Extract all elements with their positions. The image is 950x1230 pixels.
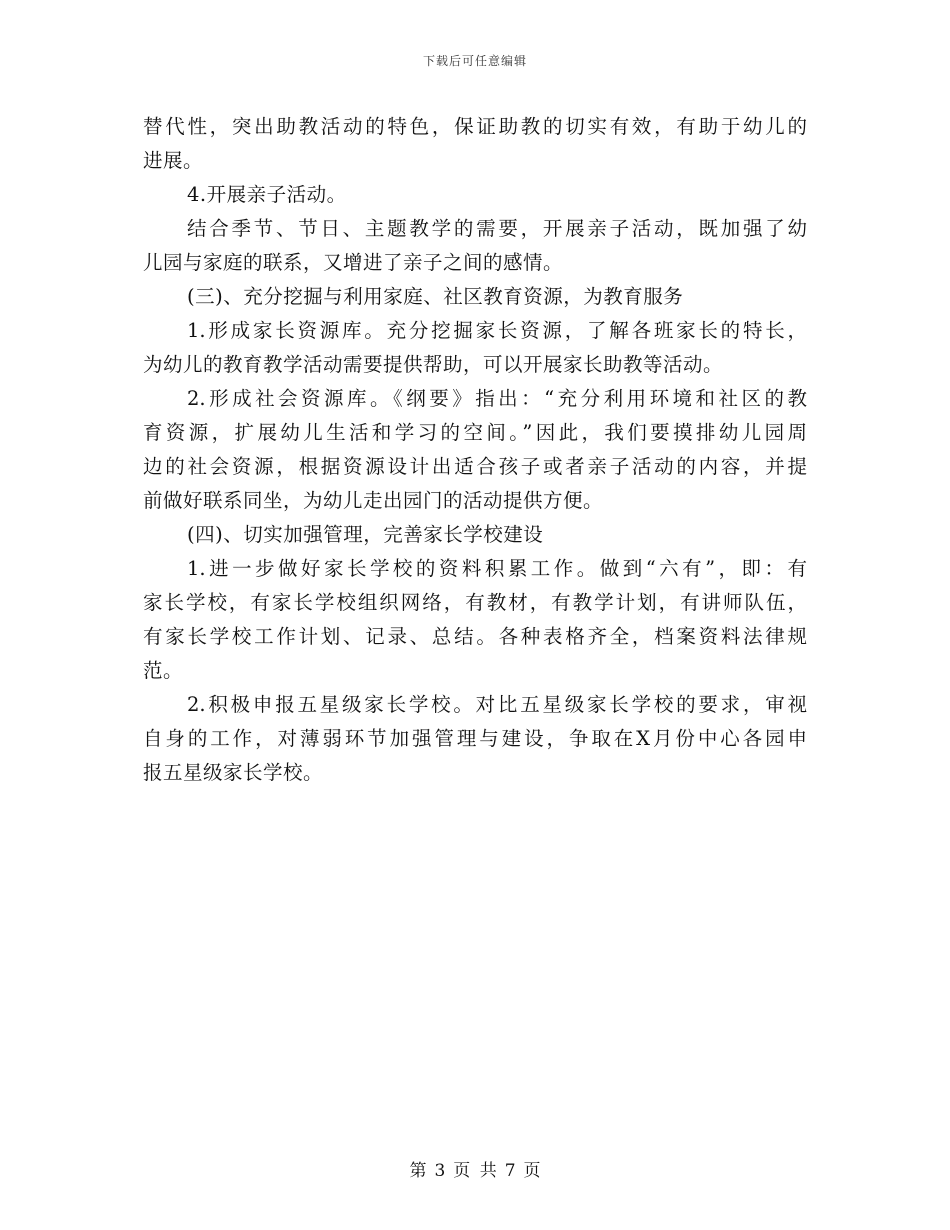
text-line: 4.开展亲子活动。	[187, 183, 347, 206]
footer-page-number: 3	[434, 1161, 446, 1181]
text-line: 进展。	[143, 149, 204, 172]
text-line: 结合季节、节日、主题教学的需要，开展亲子活动，既加强了幼	[187, 217, 807, 240]
footer-prefix: 第	[409, 1161, 427, 1181]
text-line: 2.积极申报五星级家长学校。对比五星级家长学校的要求，审视	[187, 693, 807, 716]
footer-suffix: 页	[523, 1161, 541, 1181]
text-line: 有家长学校工作计划、记录、总结。各种表格齐全，档案资料法律规	[143, 625, 807, 648]
text-line: 边的社会资源，根据资源设计出适合孩子或者亲子活动的内容，并提	[143, 455, 807, 478]
text-line: 前做好联系同坐，为幼儿走出园门的活动提供方便。	[143, 489, 604, 512]
text-line: 家长学校，有家长学校组织网络，有教材，有教学计划，有讲师队伍，	[143, 591, 807, 614]
text-line: 2.形成社会资源库。《纲要》指出：“充分利用环境和社区的教	[187, 387, 807, 410]
footer-mid: 页 共	[453, 1161, 497, 1181]
text-line: 报五星级家长学校。	[143, 761, 324, 784]
text-line: 1.进一步做好家长学校的资料积累工作。做到“六有”，即：有	[187, 557, 807, 580]
text-line: 育资源，扩展幼儿生活和学习的空间。”因此，我们要摸排幼儿园周	[143, 421, 807, 444]
text-line: (三)、充分挖掘与利用家庭、社区教育资源，为教育服务	[187, 285, 684, 308]
page-header-note: 下载后可任意编辑	[422, 54, 527, 68]
page-footer	[0, 1156, 950, 1181]
footer-total-pages: 7	[504, 1161, 516, 1181]
text-line: 自身的工作，对薄弱环节加强管理与建设，争取在X月份中心各园申	[143, 727, 807, 750]
text-line: 为幼儿的教育教学活动需要提供帮助，可以开展家长助教等活动。	[143, 353, 724, 376]
document-body	[143, 110, 807, 790]
text-line: 范。	[143, 659, 184, 682]
text-line: (四)、切实加强管理，完善家长学校建设	[187, 523, 544, 546]
text-line: 1.形成家长资源库。充分挖掘家长资源，了解各班家长的特长，	[187, 319, 807, 342]
text-line: 替代性，突出助教活动的特色，保证助教的切实有效，有助于幼儿的	[143, 115, 807, 138]
text-line: 儿园与家庭的联系，又增进了亲子之间的感情。	[143, 251, 564, 274]
